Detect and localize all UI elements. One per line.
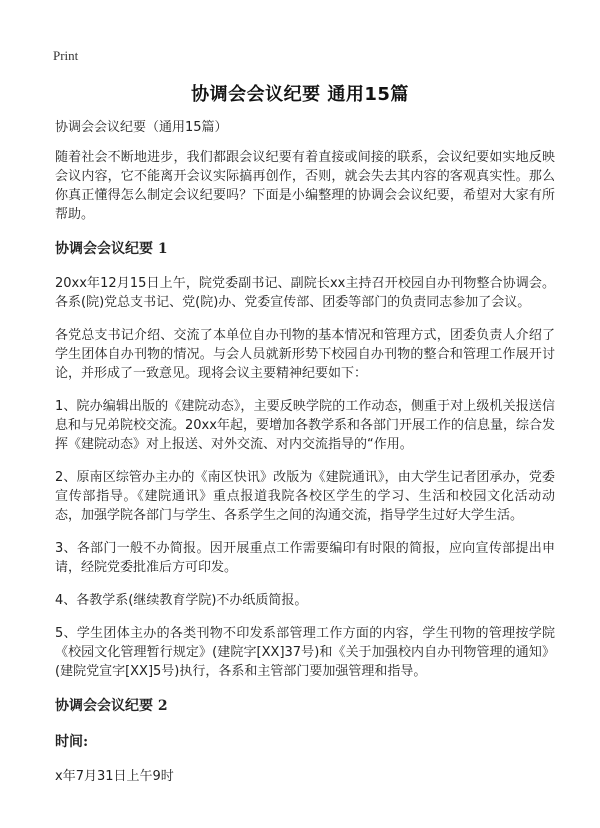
section-1-item-2: 2、原南区综管办主办的《南区快讯》改版为《建院通讯》，由大学生记者团承办，党委宣传部指导。《建院通讯》重点报道我院各校区学生的学习、生活和校园文化活动动态，加强学院各部门与学生、各系学生之间的沟通交流，指导学生过好大学生活。 — [55, 470, 555, 523]
section-1-item-3: 3、各部门一般不办简报。因开展重点工作需要编印有时限的简报，应向宣传部提出申请，经院党委批准后方可印发。 — [55, 541, 555, 575]
section-2-time-value: x年7月31日上午9时 — [55, 769, 174, 784]
section-2-heading: 协调会会议纪要 2 — [55, 698, 168, 714]
section-1-paragraph-2: 各党总支书记介绍、交流了本单位自办刊物的基本情况和管理方式，团委负责人介绍了学生团体自办刊物的情况。与会人员就新形势下校园自办刊物的整合和管理工作展开讨论，并形成了一致意见。现将会议主要精神纪要如下： — [55, 328, 555, 381]
document-body — [55, 118, 555, 800]
document-subtitle: 协调会会议纪要（通用15篇） — [55, 120, 228, 135]
section-1-item-4: 4、各教学系(继续教育学院)不办纸质简报。 — [55, 593, 308, 608]
section-1-heading: 协调会会议纪要 1 — [55, 241, 168, 257]
section-1-item-1: 1、院办编辑出版的《建院动态》，主要反映学院的工作动态，侧重于对上级机关报送信息和与兄弟院校交流。20xx年起，要增加各教学系和各部门开展工作的信息量，综合发挥《建院动态》对上报送、对外交流、对内交流指导的“作用。 — [55, 399, 555, 452]
section-1-item-5: 5、学生团体主办的各类刊物不印发系部管理工作方面的内容，学生刊物的管理按学院《校园文化管理暂行规定》(建院字[XX]37号)和《关于加强校内自办刊物管理的通知》(建院党宣字[XX]5号)执行，各系和主管部门要加强管理和指导。 — [55, 626, 555, 679]
document-title: 协调会会议纪要 通用15篇 — [191, 84, 409, 105]
print-label: Print — [53, 48, 79, 63]
section-1-paragraph-1: 20xx年12月15日上午，院党委副书记、副院长xx主持召开校园自办刊物整合协调会。各系(院)党总支书记、党(院)办、党委宣传部、团委等部门的负责同志参加了会议。 — [55, 276, 555, 310]
section-2-time-label: 时间: — [55, 734, 89, 750]
intro-paragraph: 随着社会不断地进步，我们都跟会议纪要有着直接或间接的联系，会议纪要如实地反映会议内容，它不能离开会议实际搞再创作，否则，就会失去其内容的客观真实性。那么你真正懂得怎么制定会议纪要吗？下面是小编整理的协调会会议纪要，希望对大家有所帮助。 — [55, 150, 555, 222]
